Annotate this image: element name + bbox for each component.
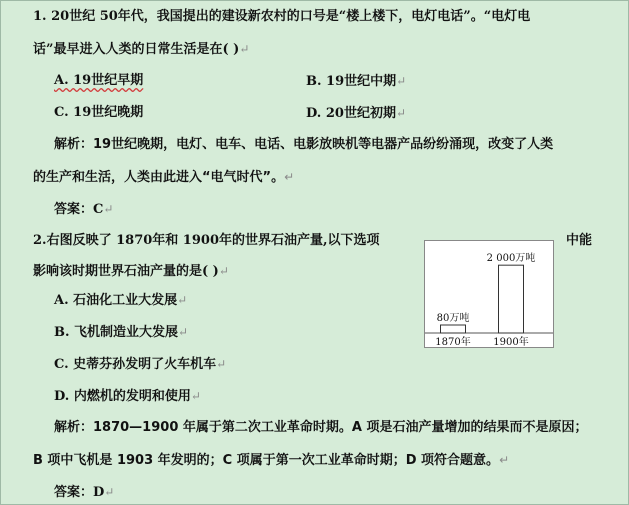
q2-answer: 答案：D↵: [54, 485, 115, 500]
q2-option-b: B. 飞机制造业大发展↵: [54, 325, 189, 340]
q1-option-b: B. 19世纪中期↵: [306, 74, 407, 89]
chart-category-label: 1900年: [493, 337, 529, 347]
q2-option-a: A. 石油化工业大发展↵: [54, 293, 188, 308]
chart-bar: [499, 265, 524, 333]
q2-stem-line1-tail: 中能: [566, 233, 593, 248]
paragraph-mark: ↵: [239, 42, 250, 56]
q1-option-c: C. 19世纪晚期: [54, 105, 144, 120]
q1-option-a: A. 19世纪早期: [54, 73, 144, 88]
chart-bar: [441, 325, 466, 333]
q2-stem-line2: 影响该时期世界石油产量的是( )↵: [33, 264, 229, 279]
chart-category-label: 1870年: [435, 337, 471, 347]
q2-explanation-line1: 解析：1870—1900 年属于第二次工业革命时期。A 项是石油产量增加的结果而不是原因；: [54, 420, 588, 435]
q2-option-c: C. 史蒂芬孙发明了火车机车↵: [54, 357, 227, 372]
q1-explanation-line1: 解析：19世纪晚期，电灯、电车、电话、电影放映机等电器产品纷纷涌现，改变了人类: [54, 137, 554, 152]
oil-production-chart: [424, 240, 554, 348]
q1-stem-line1: 1. 20世纪 50年代，我国提出的建设新农村的口号是“楼上楼下，电灯电话”。“电灯电: [33, 9, 531, 24]
chart-svg: [425, 241, 553, 347]
q2-option-d: D. 内燃机的发明和使用↵: [54, 389, 201, 404]
q1-option-d: D. 20世纪初期↵: [306, 106, 407, 121]
q1-answer: 答案：C↵: [54, 202, 114, 217]
q2-stem-line1: 2.右图反映了 1870年和 1900年的世界石油产量,以下选项: [33, 233, 380, 248]
q1-explanation-line2: 的生产和生活，人类由此进入“电气时代”。↵: [33, 170, 295, 185]
q1-stem-line2: 话”最早进入人类的日常生活是在( )↵: [33, 42, 250, 57]
chart-data-label: 80万吨: [436, 313, 470, 324]
chart-data-label: 2 000万吨: [486, 253, 536, 265]
q2-explanation-line2: B 项中飞机是 1903 年发明的；C 项属于第一次工业革命时期；D 项符合题意。↵: [33, 453, 510, 468]
